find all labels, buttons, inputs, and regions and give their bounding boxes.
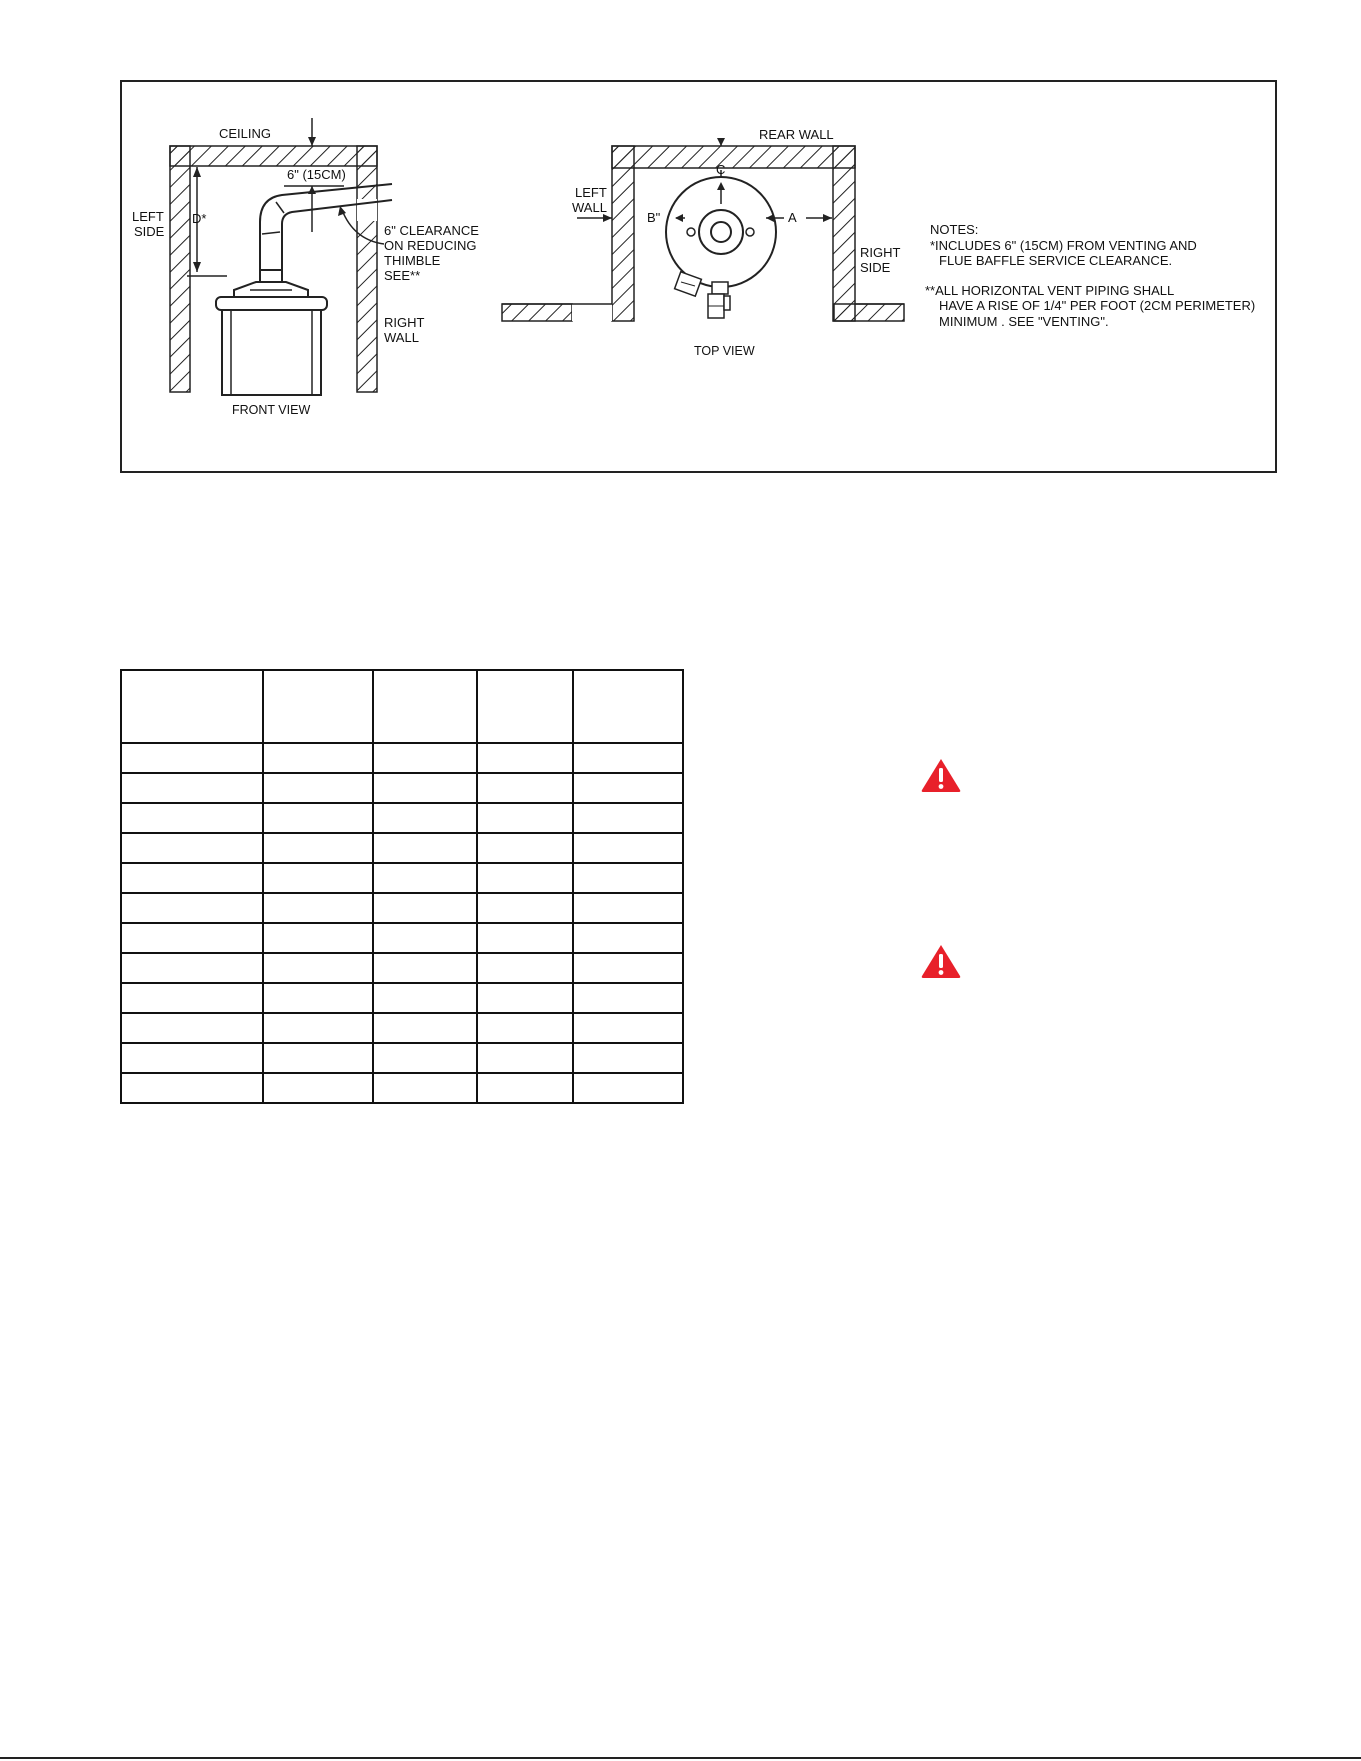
table-row [121,1073,683,1103]
front-ceiling [170,146,377,166]
table-cell [263,923,373,953]
front-view [132,118,479,417]
right-wall-label-2: WALL [384,330,419,345]
clearance-label-2: ON REDUCING [384,238,477,253]
water-heater-body [222,310,321,395]
table-cell [573,893,683,923]
top-view-caption: TOP VIEW [694,344,755,358]
table-row [121,1013,683,1043]
table-cell [121,983,263,1013]
table-cell [121,863,263,893]
table-cell [477,1043,573,1073]
table-cell [121,803,263,833]
table-header-cell [373,670,477,743]
table-cell [121,1043,263,1073]
table-cell [573,1013,683,1043]
table-cell [573,953,683,983]
clearance-label-1: 6" CLEARANCE [384,223,479,238]
table-cell [477,773,573,803]
table-row [121,1043,683,1073]
top-rear-wall [612,146,855,168]
clearance-label-3: THIMBLE [384,253,441,268]
table-cell [477,743,573,773]
table-cell [373,863,477,893]
warning-triangle-icon [920,757,962,793]
table-cell [121,1073,263,1103]
table-cell [263,983,373,1013]
front-left-wall [170,146,190,392]
left-side-label: LEFT [132,209,164,224]
table-cell [373,893,477,923]
table-cell [477,833,573,863]
top-right-wall [833,146,855,321]
b-dimension-label: B" [647,210,661,225]
left-wall-label-2: WALL [572,200,607,215]
right-wall-label: RIGHT [384,315,425,330]
clearance-label-4: SEE** [384,268,421,283]
table-cell [121,953,263,983]
note-2-line-2: HAVE A RISE OF 1/4" PER FOOT (2CM PERIMETER) [939,298,1256,313]
note-2-line-1: **ALL HORIZONTAL VENT PIPING SHALL [925,282,1175,298]
table-cell [573,1043,683,1073]
left-side-label-2: SIDE [134,224,165,239]
table-cell [121,773,263,803]
warning-triangle-icon [920,943,962,979]
table-header-cell [121,670,263,743]
table-row [121,833,683,863]
notes-heading: NOTES: [930,222,979,237]
note-2-line-3: MINIMUM . SEE "VENTING". [939,313,1109,329]
table-cell [263,863,373,893]
table-cell [477,983,573,1013]
c-dimension-label: C [716,162,726,177]
table-row [121,803,683,833]
top-left-wall [612,146,634,321]
table-cell [263,1043,373,1073]
table-row [121,923,683,953]
table-cell [373,1073,477,1103]
table-cell [121,1013,263,1043]
note-1-line-2: FLUE BAFFLE SERVICE CLEARANCE. [939,253,1173,268]
table-cell [121,893,263,923]
table-header-row [121,670,683,743]
table-row [121,863,683,893]
table-cell [573,923,683,953]
table-cell [477,953,573,983]
table-cell [263,893,373,923]
note-1-line-1: *INCLUDES 6" (15CM) FROM VENTING AND [930,237,1197,253]
table-cell [573,863,683,893]
table-cell [477,1013,573,1043]
table-row [121,743,683,773]
a-dimension-label: A [788,210,797,225]
top-left-floor [502,304,572,321]
table-cell [121,743,263,773]
table-cell [263,833,373,863]
table-cell [263,743,373,773]
table-cell [477,923,573,953]
table-cell [573,833,683,863]
table-cell [373,923,477,953]
rear-wall-label: REAR WALL [759,127,834,142]
table-cell [373,953,477,983]
table-cell [477,893,573,923]
front-right-wall [357,146,377,392]
table-cell [573,743,683,773]
table-row [121,773,683,803]
table-header-cell [263,670,373,743]
table-cell [263,1013,373,1043]
six-inch-label: 6" (15CM) [287,167,346,182]
table-cell [373,833,477,863]
table-header-cell [477,670,573,743]
clearance-figure [120,80,1277,473]
bottom-rule [0,1757,1361,1759]
table-cell [373,1043,477,1073]
table-cell [373,743,477,773]
table-cell [263,953,373,983]
table-cell [121,833,263,863]
table-cell [263,773,373,803]
table-cell [373,1013,477,1043]
table-cell [373,983,477,1013]
table-header-cell [573,670,683,743]
table-cell [373,773,477,803]
table-cell [573,983,683,1013]
d-dimension-label: D* [192,211,207,226]
table-cell [477,863,573,893]
table-cell [263,803,373,833]
table-cell [373,803,477,833]
table-cell [573,803,683,833]
ceiling-label: CEILING [219,126,272,141]
figure-notes [925,222,1270,329]
table-row [121,893,683,923]
right-side-label: RIGHT [860,245,901,260]
table-cell [477,1073,573,1103]
table-cell [573,1073,683,1103]
table-row [121,983,683,1013]
table-row [121,953,683,983]
table-cell [263,1073,373,1103]
table-cell [477,803,573,833]
table-cell [121,923,263,953]
water-heater-top [216,297,327,310]
clearance-table-body [121,670,683,1103]
top-left-gap [572,304,612,321]
top-view [502,127,904,358]
table-cell [573,773,683,803]
left-wall-label: LEFT [575,185,607,200]
right-side-label-2: SIDE [860,260,891,275]
clearance-table [120,669,684,1104]
front-view-caption: FRONT VIEW [232,403,311,417]
